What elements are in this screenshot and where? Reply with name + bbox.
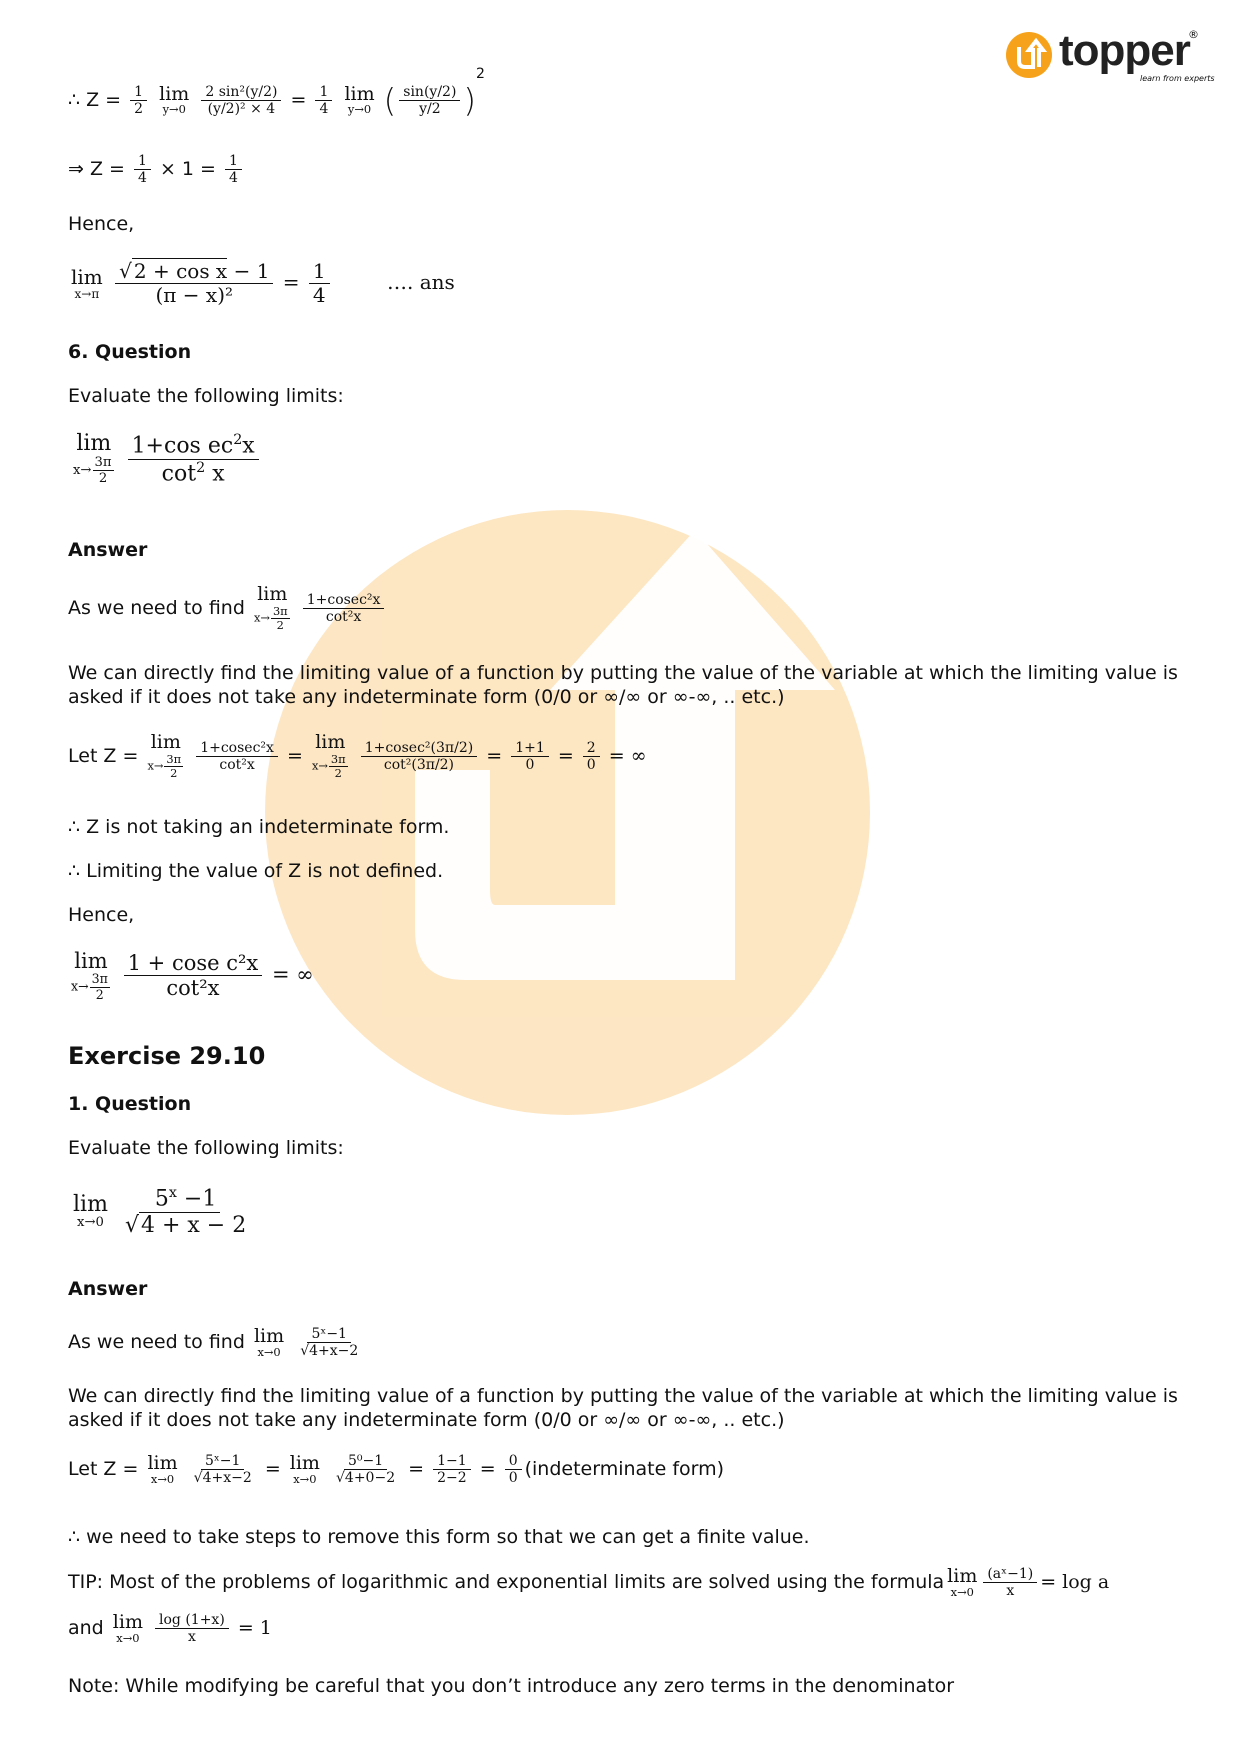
question-6-expression: lim x→ $\frac{3\pi}{2}$ $\frac{1+\cos ec^2x}{\cot^2 x}$: [70, 432, 262, 486]
a1-note: Note: While modifying be careful that you don’t introduce any zero terms in the denominator: [68, 1675, 955, 1697]
a1-direct-paragraph: We can directly find the limiting value of a function by putting the value of the variable at which the limiting value is asked if it does not take any indeterminate form (0/0 or ∞/∞ or ∞-∞, .. etc.): [68, 1385, 1178, 1431]
equation-z-step2: ⇒ Z = $\frac{1}{4}$ × 1 = $\frac{1}{4}$: [68, 153, 245, 186]
a6-final: lim x→ $\frac{3\pi}{2}$ $\frac{\text{1 + cose c²x}}{\text{cot²x}}$ = ∞: [71, 949, 314, 1002]
logo-text: topper: [1059, 26, 1190, 75]
hence-label-2: Hence,: [68, 904, 135, 926]
exercise-heading: Exercise 29.10: [68, 1042, 266, 1070]
final-answer-1: lim x→π $\frac{\text{√ 2 + cos x − 1}}{\text{(π − x)²}}$ = $\frac{1}{4}$ …. ans: [71, 259, 455, 307]
a6-let-z: Let Z = lim x→ $\frac{3\pi}{2}$ $\frac{\text{1+cosec²x}}{\text{cot²x}}$ = lim x→ $\frac{3\pi}{2}$ $\frac{\text{1+cosec²(3π/2)}}{\text{cot²(3π/2)}}$ = $\frac{1+1}{0}$ = $\frac{2}{0}$ = ∞: [68, 731, 647, 781]
a6-need-to-find: As we need to find lim x→ $\frac{3\pi}{2}$ $\frac{\text{1+cosec²x}}{\text{cot²x}}$: [68, 585, 387, 632]
u-logo-icon: [1004, 30, 1066, 80]
question-6-title: 6. Question: [68, 341, 192, 363]
a6-direct-paragraph: We can directly find the limiting value of a function by putting the value of the variable at which the limiting value is asked if it does not take any indeterminate form (0/0 or ∞/∞ or ∞-∞, .. etc.): [68, 662, 1178, 708]
question-1-expression: lim x→0 $\frac{5^x -1}{√4 + x - 2}$: [73, 1185, 247, 1238]
a1-steps: ∴ we need to take steps to remove this form so that we can get a finite value.: [68, 1526, 810, 1548]
registered-mark: ®: [1188, 28, 1199, 41]
a1-let-z: Let Z = lim x→0 $\frac{\text{5ˣ−1}}{√4+x-2}$ = lim x→0 $\frac{\text{5⁰−1}}{√4+0-2}$ = $\frac{1-1}{2-2}$ = $\frac{0}{0}$ (indeterminate form): [68, 1451, 725, 1487]
a1-tip: TIP: Most of the problems of logarithmic and exponential limits are solved using the formula lim x→0 $\frac{\text{(aˣ−1)}}{x}$ = log a: [68, 1564, 1110, 1600]
logo-tagline: learn from experts: [1140, 74, 1215, 83]
question-6-prompt: Evaluate the following limits:: [68, 385, 344, 407]
a1-need-to-find: As we need to find lim x→0 $\frac{\text{5ˣ−1}}{√4+x-2}$: [68, 1324, 359, 1360]
answer-label-q6: Answer: [68, 539, 148, 561]
answer-label-q1: Answer: [68, 1278, 148, 1300]
a1-and-formula: and lim x→0 $\frac{\log (1+x)}{x}$ = 1: [68, 1610, 272, 1646]
question-1-prompt: Evaluate the following limits:: [68, 1137, 344, 1159]
equation-z-step1: ∴ Z = $\frac{1}{2}$ lim y→0 $\frac{\text{2 sin²(y/2)}}{\text{(y/2)² × 4}}$ = $\frac{1}{4}$ lim y→0 ( $\frac{\sin(y/2)}{y/2}$ )$^2$: [68, 66, 485, 120]
hence-label-1: Hence,: [68, 213, 135, 235]
question-1-title: 1. Question: [68, 1093, 192, 1115]
a6-undefined: ∴ Limiting the value of Z is not defined.: [68, 860, 444, 882]
a6-not-indeterminate: ∴ Z is not taking an indeterminate form.: [68, 816, 450, 838]
